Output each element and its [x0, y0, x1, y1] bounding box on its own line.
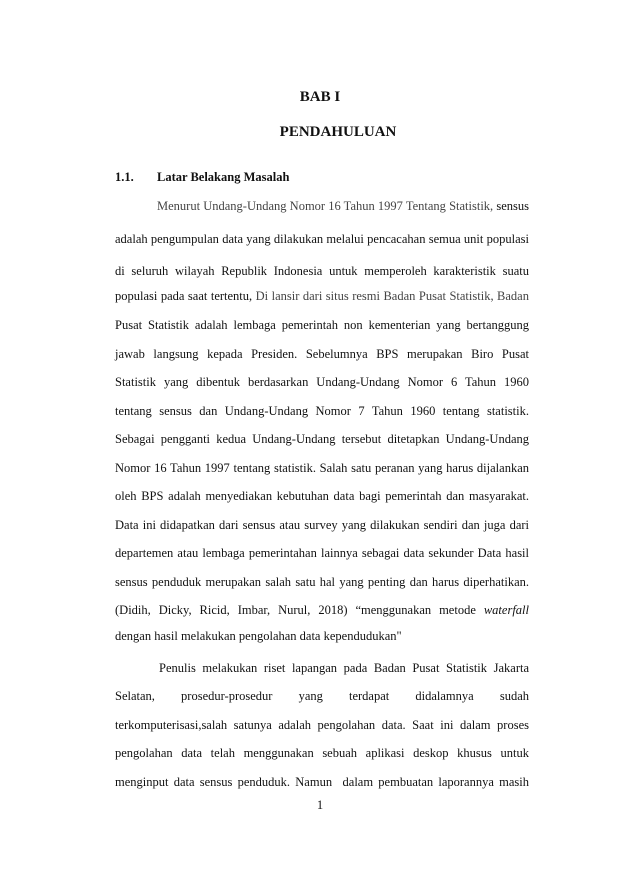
paragraph-line: Pusat Statistik adalah lembaga pemerintah non kementerian yang bertanggung: [115, 318, 529, 332]
paragraph-line: oleh BPS adalah menyediakan kebutuhan data bagi pemerintah dan masyarakat.: [115, 489, 529, 503]
paragraph-line: Menurut Undang-Undang Nomor 16 Tahun 1997 Tentang Statistik, sensus: [157, 199, 529, 213]
paragraph-line: terkomputerisasi,salah satunya adalah pengolahan data. Saat ini dalam proses: [115, 718, 529, 732]
paragraph-line: jawab langsung kepada Presiden. Sebelumnya BPS merupakan Biro Pusat: [115, 347, 529, 361]
paragraph-line: Penulis melakukan riset lapangan pada Badan Pusat Statistik Jakarta: [159, 661, 529, 675]
paragraph-line: tentang sensus dan Undang-Undang Nomor 7 Tahun 1960 tentang statistik.: [115, 404, 529, 418]
paragraph-line: menginput data sensus penduduk. Namun dalam pembuatan laporannya masih: [115, 775, 529, 789]
section-heading: [115, 170, 289, 185]
paragraph-line: Data ini didapatkan dari sensus atau survey yang dilakukan sendiri dan juga dari: [115, 518, 529, 532]
chapter-title: PENDAHULUAN: [279, 124, 397, 140]
paragraph-line: Statistik yang dibentuk berdasarkan Undang-Undang Nomor 6 Tahun 1960: [115, 375, 529, 389]
page-number: 1: [316, 798, 324, 812]
paragraph-line: pengolahan data telah menggunakan sebuah aplikasi deskop khusus untuk: [115, 746, 529, 760]
paragraph-line: (Didih, Dicky, Ricid, Imbar, Nurul, 2018) “menggunakan metode waterfall: [115, 603, 529, 617]
paragraph-line: sensus penduduk merupakan salah satu hal yang penting dan harus diperhatikan.: [115, 575, 529, 589]
paragraph-line: Nomor 16 Tahun 1997 tentang statistik. Salah satu peranan yang harus dijalankan: [115, 461, 529, 475]
paragraph-line: departemen atau lembaga pemerintahan lainnya sebagai data sekunder Data hasil: [115, 546, 529, 560]
chapter-heading: BAB I: [299, 89, 341, 105]
paragraph-line: Sebagai pengganti kedua Undang-Undang tersebut ditetapkan Undang-Undang: [115, 432, 529, 446]
section-number: 1.1.: [115, 170, 134, 184]
paragraph-line: dengan hasil melakukan pengolahan data kependudukan": [115, 629, 402, 643]
section-title: Latar Belakang Masalah: [157, 170, 290, 184]
paragraph-line: Selatan, prosedur-prosedur yang terdapat didalamnya sudah: [115, 689, 529, 703]
paragraph-line: adalah pengumpulan data yang dilakukan melalui pencacahan semua unit populasi: [115, 232, 529, 246]
paragraph-line: di seluruh wilayah Republik Indonesia untuk memperoleh karakteristik suatu: [115, 264, 529, 278]
paragraph-line: populasi pada saat tertentu, Di lansir dari situs resmi Badan Pusat Statistik, Badan: [115, 289, 529, 303]
